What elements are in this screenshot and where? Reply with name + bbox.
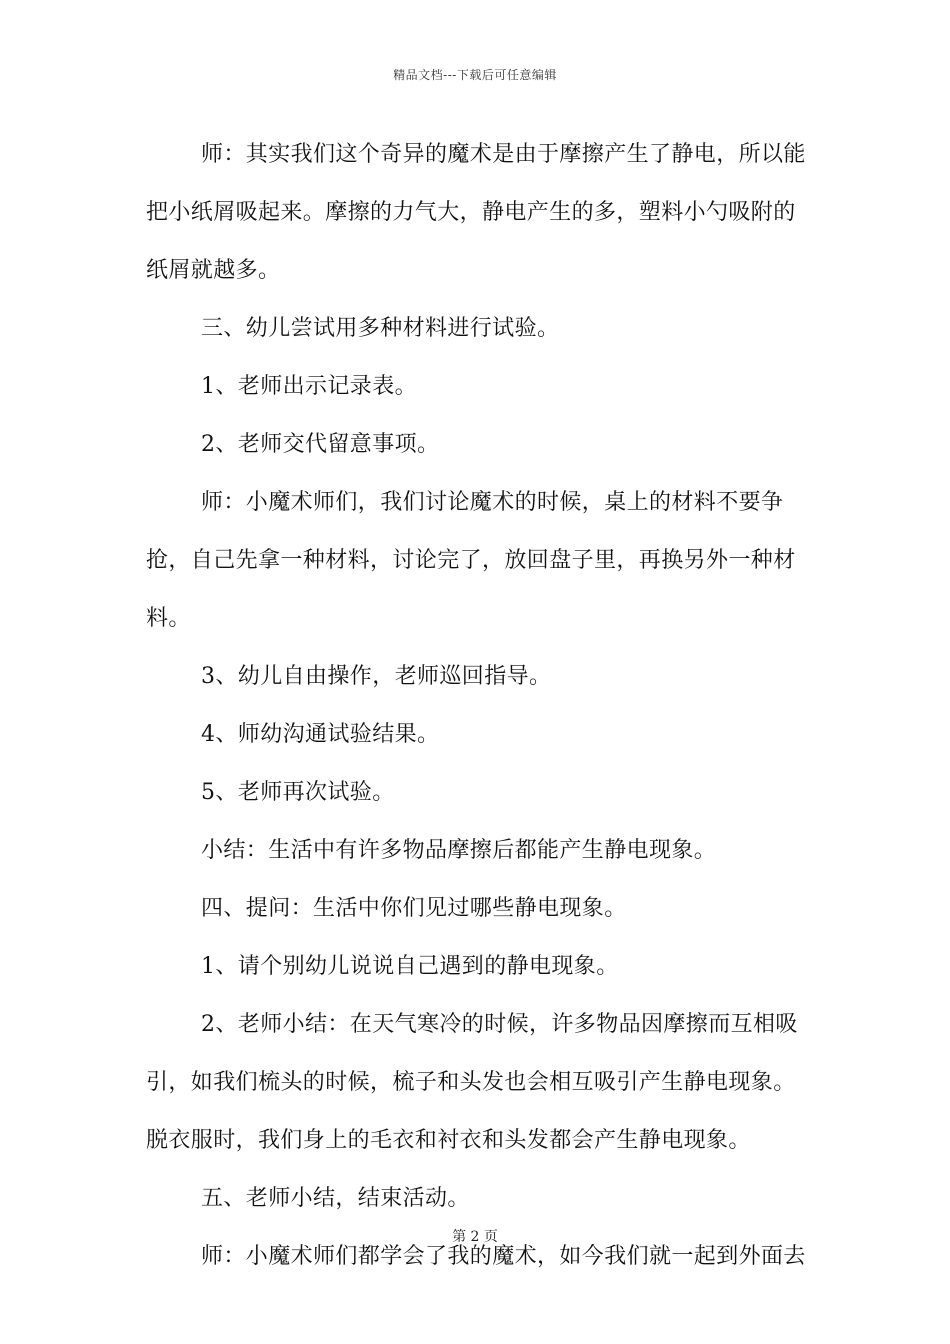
page-header: 精品文档---下载后可任意编辑	[393, 68, 557, 82]
list-item-step-2: 2、老师交代留意事项。	[201, 432, 440, 457]
list-item-question-1: 1、请个别幼儿说说自己遇到的静电现象。	[201, 954, 619, 979]
paragraph-teacher-instruction: 师：小魔术师们，我们讨论魔术的时候，桌上的材料不要争抢，自己先拿一种材料，讨论完了，放回盘子里，再换另外一种材料。	[146, 490, 796, 631]
paragraph-continuation: 脱衣服时，我们身上的毛衣和衬衣和头发都会产生静电现象。	[146, 1128, 751, 1153]
paragraph-closing: 师：小魔术师们都学会了我的魔术，如今我们就一起到外面去	[201, 1244, 806, 1269]
list-item-step-3: 3、幼儿自由操作，老师巡回指导。	[201, 664, 552, 689]
section-heading-three: 三、幼儿尝试用多种材料进行试验。	[201, 316, 560, 341]
paragraph-summary: 小结：生活中有许多物品摩擦后都能产生静电现象。	[201, 838, 717, 863]
paragraph-magic-explanation: 师：其实我们这个奇异的魔术是由于摩擦产生了静电，所以能把小纸屑吸起来。摩擦的力气大，静电产生的多，塑料小勺吸附的纸屑就越多。	[146, 142, 806, 283]
section-heading-four: 四、提问：生活中你们见过哪些静电现象。	[201, 896, 627, 921]
list-item-step-5: 5、老师再次试验。	[201, 780, 395, 805]
list-item-step-4: 4、师幼沟通试验结果。	[201, 722, 440, 747]
list-item-step-1: 1、老师出示记录表。	[201, 374, 417, 399]
list-item-question-2: 2、老师小结：在天气寒冷的时候，许多物品因摩擦而互相吸引，如我们梳头的时候，梳子和头发也会相互吸引产生静电现象。	[146, 1012, 798, 1095]
section-heading-five: 五、老师小结，结束活动。	[201, 1186, 470, 1211]
document-body	[146, 126, 814, 1286]
page-number: 第 2 页	[452, 1229, 498, 1245]
